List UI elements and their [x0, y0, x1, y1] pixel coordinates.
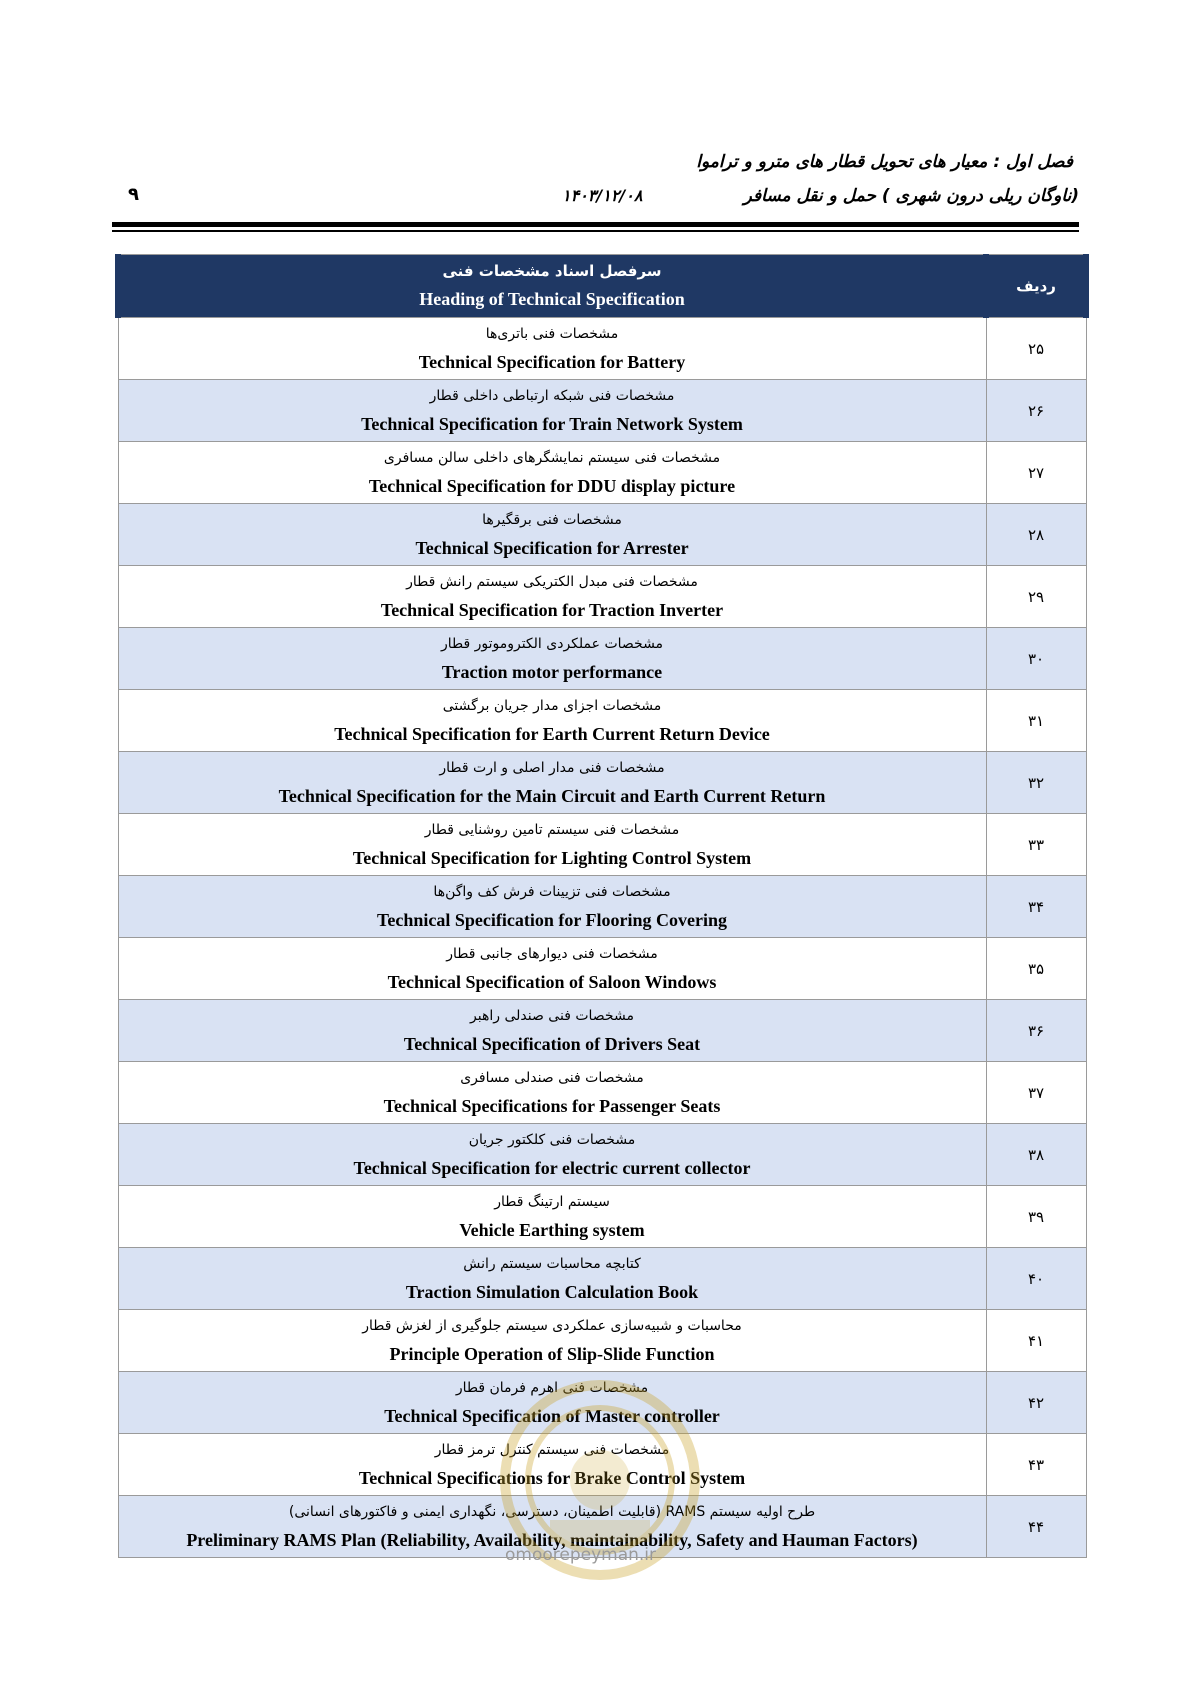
- title-cell: [118, 442, 986, 504]
- table-row: [118, 876, 1086, 938]
- title-cell: [118, 690, 986, 752]
- title-cell: [118, 318, 986, 380]
- title-en: Technical Specification for Battery: [418, 351, 686, 372]
- table-row: [118, 504, 1086, 566]
- chapter-title: فصل اول : معیار های تحویل قطار های مترو و تراموا: [696, 152, 1073, 172]
- title-en: Technical Specification of Saloon Windows: [387, 971, 717, 992]
- title-fa: مشخصات فنی صندلی مسافری: [460, 1069, 644, 1086]
- title-fa: مشخصات فنی مدار اصلی و ارت قطار: [439, 759, 665, 776]
- row-number-cell: [986, 690, 1086, 752]
- row-number: ۴۲: [1027, 1393, 1045, 1412]
- table-row: [118, 752, 1086, 814]
- title-en: Traction motor performance: [441, 661, 663, 682]
- row-number-cell: [986, 938, 1086, 1000]
- title-en: Traction Simulation Calculation Book: [405, 1281, 699, 1302]
- title-en: Technical Specification of Drivers Seat: [403, 1033, 701, 1054]
- title-fa: طرح اولیه سیستم RAMS (قابلیت اطمینان، دسترسی، نگهداری ایمنی و فاکتورهای انسانی): [288, 1503, 816, 1520]
- title-fa: مشخصات فنی صندلی راهبر: [470, 1007, 634, 1024]
- row-number: ۴۰: [1027, 1269, 1045, 1288]
- table-row: [118, 938, 1086, 1000]
- title-fa: مشخصات فنی اهرم فرمان قطار: [455, 1379, 649, 1396]
- heading-fa: سرفصل اسناد مشخصات فنی: [442, 262, 662, 280]
- row-number: ۳۶: [1027, 1021, 1045, 1040]
- title-fa: مشخصات فنی کلکتور جریان: [468, 1131, 636, 1148]
- title-fa: مشخصات فنی باتری‌ها: [485, 325, 619, 342]
- title-cell: [118, 1186, 986, 1248]
- row-number-cell: [986, 1000, 1086, 1062]
- row-number-cell: [986, 318, 1086, 380]
- watermark-site-text: omoorepeyman.ir: [505, 1545, 657, 1565]
- title-en: Technical Specification for the Main Circuit and Earth Current Return: [278, 785, 826, 806]
- title-en: Principle Operation of Slip-Slide Function: [389, 1343, 715, 1364]
- table-row: [118, 1186, 1086, 1248]
- title-en: Technical Specifications for Passenger Seats: [383, 1095, 721, 1116]
- title-en: Technical Specification for Lighting Control System: [352, 847, 752, 868]
- heading-cell: [118, 255, 986, 318]
- row-number-cell: [986, 566, 1086, 628]
- title-cell: [118, 1062, 986, 1124]
- title-cell: [118, 752, 986, 814]
- table-row: [118, 442, 1086, 504]
- title-en: Technical Specification for Train Network System: [361, 413, 743, 434]
- row-number: ۳۰: [1027, 649, 1045, 668]
- table-row: [118, 1248, 1086, 1310]
- table-row: [118, 1372, 1086, 1434]
- page-header: [112, 140, 1079, 232]
- title-fa: محاسبات و شبیه‌سازی عملکردی سیستم جلوگیری از لغزش قطار: [362, 1317, 742, 1334]
- row-number-cell: [986, 1372, 1086, 1434]
- row-number-cell: [986, 752, 1086, 814]
- row-number-cell: [986, 876, 1086, 938]
- row-number-cell: [986, 1248, 1086, 1310]
- title-fa: مشخصات فنی برقگیرها: [482, 511, 622, 528]
- table-row: [118, 628, 1086, 690]
- title-fa: مشخصات اجزای مدار جریان برگشتی: [442, 697, 662, 714]
- title-cell: [118, 1248, 986, 1310]
- row-number: ۲۷: [1027, 463, 1045, 482]
- table-row: [118, 690, 1086, 752]
- row-number-cell: [986, 628, 1086, 690]
- table-row: [118, 318, 1086, 380]
- row-number-cell: [986, 1124, 1086, 1186]
- title-en: Preliminary RAMS Plan (Reliability, Availability, maintainability, Safety and Hauman Factors): [186, 1529, 918, 1550]
- title-en: Vehicle Earthing system: [459, 1219, 645, 1240]
- title-fa: مشخصات فنی سیستم کنترل ترمز قطار: [434, 1441, 670, 1458]
- title-en: Technical Specification for DDU display picture: [368, 475, 736, 496]
- title-cell: [118, 504, 986, 566]
- heading-en: Heading of Technical Specification: [419, 289, 685, 309]
- table-row: [118, 814, 1086, 876]
- row-number: ۲۵: [1027, 339, 1045, 358]
- title-cell: [118, 814, 986, 876]
- title-fa: مشخصات فنی دیوارهای جانبی قطار: [446, 945, 658, 962]
- title-cell: [118, 876, 986, 938]
- title-cell: [118, 1434, 986, 1496]
- title-fa: مشخصات فنی مبدل الکتریکی سیستم رانش قطار: [406, 573, 698, 590]
- row-number: ۳۲: [1027, 773, 1045, 792]
- title-en: Technical Specification for Flooring Covering: [377, 909, 727, 930]
- title-fa: مشخصات فنی سیستم نمایشگرهای داخلی سالن مسافری: [383, 449, 721, 466]
- row-number-cell: [986, 380, 1086, 442]
- row-number: ۳۹: [1027, 1207, 1045, 1226]
- radif-label: ردیف: [1016, 277, 1056, 295]
- row-number: ۳۵: [1027, 959, 1045, 978]
- title-fa: مشخصات فنی سیستم تامین روشنایی قطار: [424, 821, 680, 838]
- title-cell: [118, 1124, 986, 1186]
- spec-table: [115, 254, 1089, 1558]
- page-number: ۹: [128, 184, 139, 205]
- title-en: Technical Specification for electric current collector: [353, 1157, 751, 1178]
- document-date: ۱۴۰۳/۱۲/۰۸: [562, 186, 643, 205]
- row-number: ۳۸: [1027, 1145, 1045, 1164]
- radif-header-cell: [986, 255, 1086, 318]
- row-number: ۴۴: [1027, 1517, 1045, 1536]
- table-row: [118, 1000, 1086, 1062]
- title-fa: کتابچه محاسبات سیستم رانش: [463, 1255, 641, 1272]
- title-en: Technical Specifications for Brake Control System: [358, 1467, 746, 1488]
- chapter-subtitle: (ناوگان ریلی درون شهری ) حمل و نقل مسافر: [743, 186, 1079, 206]
- title-cell: [118, 566, 986, 628]
- row-number-cell: [986, 814, 1086, 876]
- title-cell: [118, 628, 986, 690]
- row-number: ۳۱: [1027, 711, 1045, 730]
- row-number-cell: [986, 442, 1086, 504]
- title-cell: [118, 1000, 986, 1062]
- row-number: ۳۳: [1027, 835, 1045, 854]
- title-cell: [118, 938, 986, 1000]
- row-number-cell: [986, 1434, 1086, 1496]
- title-en: Technical Specification of Master controller: [384, 1405, 720, 1426]
- row-number: ۲۹: [1027, 587, 1045, 606]
- row-number-cell: [986, 1186, 1086, 1248]
- row-number-cell: [986, 504, 1086, 566]
- table-row: [118, 566, 1086, 628]
- table-row: [118, 1310, 1086, 1372]
- title-cell: [118, 380, 986, 442]
- table-row: [118, 1062, 1086, 1124]
- title-en: Technical Specification for Arrester: [415, 537, 689, 558]
- row-number: ۴۳: [1027, 1455, 1045, 1474]
- table-row: [118, 1434, 1086, 1496]
- header-rule-thick: [112, 222, 1079, 227]
- row-number: ۴۱: [1027, 1331, 1045, 1350]
- title-fa: مشخصات عملکردی الکتروموتور قطار: [440, 635, 664, 652]
- table-header-row: [118, 255, 1086, 318]
- row-number-cell: [986, 1496, 1086, 1558]
- title-fa: سیستم ارتینگ قطار: [494, 1193, 610, 1210]
- title-cell: [118, 1310, 986, 1372]
- title-cell: [118, 1372, 986, 1434]
- row-number: ۲۸: [1027, 525, 1045, 544]
- row-number-cell: [986, 1062, 1086, 1124]
- row-number: ۳۷: [1027, 1083, 1045, 1102]
- table-row: [118, 1124, 1086, 1186]
- table-row: [118, 380, 1086, 442]
- title-en: Technical Specification for Traction Inverter: [380, 599, 724, 620]
- row-number: ۲۶: [1027, 401, 1045, 420]
- title-en: Technical Specification for Earth Current Return Device: [334, 723, 770, 744]
- title-fa: مشخصات فنی شبکه ارتباطی داخلی قطار: [429, 387, 675, 404]
- title-fa: مشخصات فنی تزیینات فرش کف واگن‌ها: [433, 883, 671, 900]
- header-rule-thin: [112, 230, 1079, 232]
- row-number: ۳۴: [1027, 897, 1045, 916]
- row-number-cell: [986, 1310, 1086, 1372]
